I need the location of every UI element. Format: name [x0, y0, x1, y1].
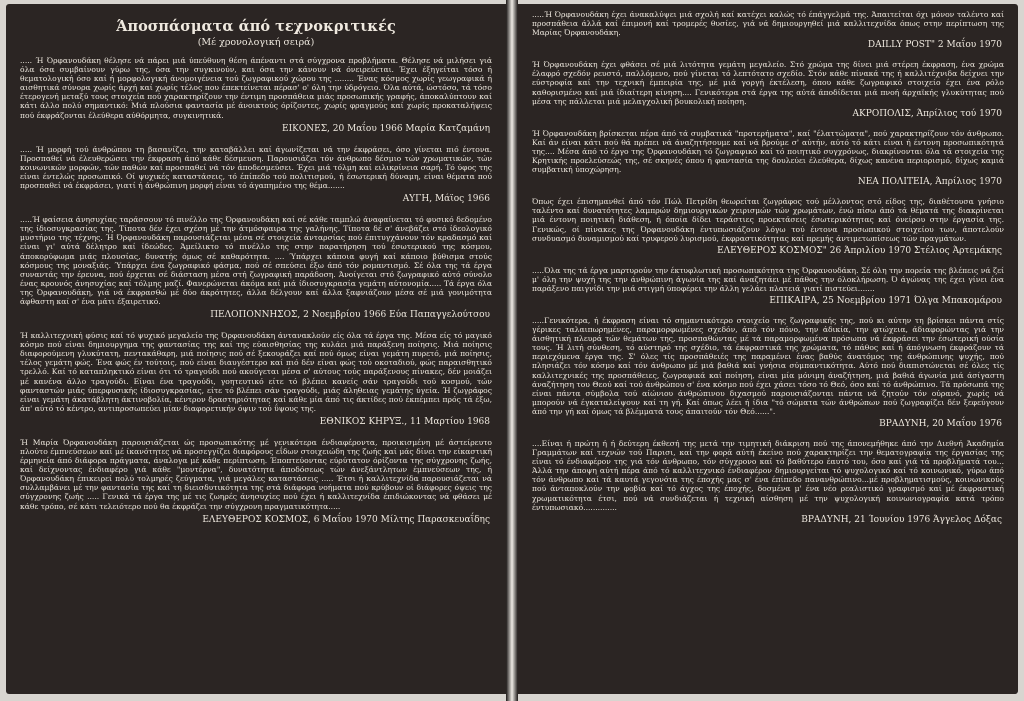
page-gutter: [506, 0, 518, 701]
excerpt-source: ΑΚΡΟΠΟΛΙΣ, Άπρίλιος τού 1970: [852, 108, 1002, 119]
left-page: [6, 4, 506, 694]
excerpt-text: Όπως έχει έπισημανθεί άπό τόν Πώλ Πετρίδη θεωρείται ζωγράφος τού μέλλοντος στό είδος της, διαθέτουσα γνήσιο ταλέντο καί δυνατότητες λαμπρών δημιουργικών χειρισμών τών χρωμάτων, ένώ πίσω άπό τά θέματά της διακρίνεται μιά έντονη ποιητική διάθεση, ή όποία δίδει τεράστιες προεκτάσεις έσωτερικότητας καί όνείρου στην έργασία της. Γενικώς, οί πίνακες της Όρφανουδάκη έντυπωσιάζουν λόγω τού έντονα προσωπικού στοιχείου των, άποτελούν συνδυασμό δυναμισμού καί τρυφερού λυρισμού, έκφραστικότητας καί πρεμής άντιμετωπίσεως τών πραγμάτων.: [532, 197, 1004, 243]
excerpt-source: ΒΡΑΔΥΝΗ, 20 Μαΐου 1976: [879, 419, 1002, 429]
excerpt-text: Ή Όρφανουδάκη έχει φθάσει σέ μιά λιτότητα γεμάτη μεγαλείο. Στό χρώμα της δίνει μιά στέρεη έκφραση, ένα χρώμα έλαφρό σχεδόν ρευστό, παλλόμενο, πού γίνεται τό λεπτότατο σχεδίο. Στόν κάθε πίνακά της ή καλλιτέχνιδα δείχνει την εύστροφία καί την τεχνική έμπειρία της, μέ μιά γοργή έκτέλεση, όπου κάθε ζωγραφικό στοιχείο έχει ένα ρόλο καθορισμένο καί μιά ίδιαίτερη κίνηση.... Γενικότερα στά έργα της αύτά άποδίδεται μιά πνοή άρχαϊκής γλυκύτητας πού μέσα της πάλλεται μιά μελαγχολική βουκολική ποίηση.: [532, 60, 1004, 106]
excerpt-text: .....Όλα της τά έργα μαρτυρούν την έκτυφλωτική προσωπικότητα της Όρφανουδάκη. Σέ όλη την πορεία της βλέπεις νά ζεί μ' όλη την ψυχή της την άνθρώπινη άγωνία της καί άναζητάει μέ πάθος την όλοκλήρωση. Ό άγώνας της έχει γίνει ένα παράξενο παιγνίδι την μιά στιγμή ύποφέρει την άλλη γελάει πλατειά γιατί πιστεύει.......: [532, 265, 1004, 293]
excerpt-source: ΕΙΚΟΝΕΣ, 20 Μαΐου 1966 Μαρία Κατζαμάνη: [282, 123, 490, 134]
excerpt-source: ΕΠΙΚΑΙΡΑ, 25 Νοεμβρίου 1971 Όλγα Μπακομάρου: [769, 295, 1002, 306]
excerpt-text: .....Ή Όρφανουδάκη έχει άνακαλύψει μιά σχολή καί κατέχει καλώς τό έπάγγελμά της. Άπαιτείται όχι μόνον ταλέντο καί προσπάθεια άλλά καί έπιμονή καί τρομερές θυσίες, γιά νά δημιουργηθεί μιά καλλιτεχνίδα όπως στην περίπτωση της Μαρίας Όρφανουδάκη.: [532, 10, 1004, 38]
excerpt-source: ΑΥΓΗ, Μάϊος 1966: [402, 194, 490, 205]
excerpt-text: Ή καλλιτεχνική φύσις καί τό ψυχικό μεγαλείο της Όρφανουδάκη άντανακλούν είς όλα τά έργα της. Μέσα είς τό μαγικό κόσμο πού είναι δημιουργημα της φαντασίας της καί της εύαισθησίας της κυλάει μιά παράξενη ποίησις. Μιά ποίησις διαφορούμενη γλυκύτατη, πεντακάθαρη, μιά ποίησις πού σέ ξεκουράζει καί πού όμως είναι γεμάτη πυρετό, μιά ποίησις, τέλος γεμάτη φώς. Ένα φώς έν τούτοις, πού είναι διαυγέστερο καί πιό δέν είναι φώς τού οκοταδιού, φώς παραισθητικό τρελλό. Καί τό καταπληκτικό είναι ότι τό τραγούδι πού ακούγεται μέσα σ' αύτους τούς παράξενους πίνακες, δέν μοιάζει μέ κανένα άλλο τραγούδι. Είναι ένα τραγούδι, γοητευτικό είτε τό βλέπει κανείς σάν τραγούδι τού κοσμού, τών φανταστών μιάς ύπερφυσικής ίδιοσυγκρασίας, είτε τό βλέπει σάν τραγούδι, μιάς άληθειας γεμάτης ύγεία. Ή ζωγράφος είναι γεμάτη άκατάβλητη άκτινοβολία, κέντρον δραστηριότητας καί κάθε μία άπό τις άκτίδες πού έκπέμπει πρός τά έξω, άπ' αύτό τό κέντρο, αντιπροσωπεύει μίαν διαφορετικήν όψιν τού ΰψους της.: [20, 331, 492, 413]
excerpt-text: .....Γενικότερα, ή έκφραση είναι τό σημαντικότερο στοιχείο της ζωγραφικής της, πού κι αύτην τη βρίσκει πάντα στίς γέρικες ταλαιπωρημένες, παραμορφωμένες σχεδόν, άπό τόν πόνο, την άδικία, την φτώχεια, άδιαφορώντας γιά την άισθητική πλευρά τών θεμάτων της, προσπαθώντας μέ τά παραμορφωμένα πρόσωπα νά έκφράσει την έσωτερική ούσία τους. Ή λιτή σύνθεση, τό αύστηρό της σχέδιο, τά έκφραστικά της χρώματα, τό πάθος καί ή άπόγνωση έκφράζουν τά περιεχόμενα έργα της. Σ' όλες τίς προσπάθειές της παραμένει ένας βαθύς άνατόμος της άνθρώπινης ψυχής, πού πλησιάζει τόν κόσμο καί τόν άνθρωπο μέ μιά βαθιά καί γνήσια σύμπαντικότητα. Αύτό πού διαπιστώνεται σέ όλες τίς καλλιτεχνικές της προσπάθειες, ζωγραφικά καί ποίηση, είναι μία μόνιμη άναζήτηση, μιά βαθιά άγωνία μιά άσίγαστη άναζήτηση του Θεού καί τού άνθρώπου σ' ένα κόσμο πού έχει χάσει τόσο τό Θεό, όσο καί τό άνθρώπινο. Τά πρόσωπά της είναι πάντα σύμβολα τού αίώνιου άνθρώπινου διχασμού παρουσιάζονται πάντα νά ζητούν τόν ούρανό, χωρίς νά μπορούν νά έγκαταλείψουν καί τη γή. Καί όπως λέει ή ίδια "τό σώματα τών άνθρώπων πού ζωγραφίζει δέν ξεφεύγουν άπό την γή καί όμως τά βλέμματά τους άπαιτούν τόν Θεό......".: [532, 315, 1004, 416]
excerpt-source: ΒΡΑΔΥΝΗ, 21 Ίουνίου 1976 Άγγελος Δόξας: [801, 514, 1002, 525]
page-subtitle: (Μέ χρονολογική σειρά): [197, 37, 315, 48]
excerpt-text: ..... Ή Όρφανουδάκη θέλησε νά πάρει μιά ύπεύθυνη θέση άπέναντι στά σύγχρονα προβλήματα. Θέλησε νά μιλήσει γιά όλα όσα συμβαίνουν γύρω της, όσα την συγκινούν, και όσα την κάνουν νά όνειρεύεται. Έχει έξηγείται τόσο ή θεματολογική όσο καί ή μορφολογική άνομοιγένεια τού ζωγραφικού χώρου της ........ Ένας κόσμος χωρίς γεωγραφικά ή αισθητικά σύνορα χωρίς άρχή καί χωρίς τέλος που έπεκτείνεται πέρασ' ο' όλη την ύδρόγειο. Όλα αύτά, ώστόσο, τά τόσο έτερογενή μεταξύ τους στοιχεία πού χαρακτηρίζουν την έντιμη προσπάθεια μιάς προσωπικής γραφής, άποκαλύπτουν καί κάτι άλλο πολύ σημαντικό: Μιά πλούσια φαντασία μέ άνοικτούς όρίζοντες, χωρίς φραγμούς καί χωρίς προκαταλήψεις πού έκφράζονται έλεύθερα αύθόρμητα, συγκινητικά.: [20, 56, 492, 120]
excerpt-text: ..... Ή μορφή τού άνθρώπου τη βασανίζει, την καταβάλλει καί άγωνίζεται νά την έκφράσει, όσο γίνεται πιό έντονα. Προσπαθεί νά έλευθερώσει την έκφραση άπό κάθε δέσμευση. Παρουσιάζει τόν άνθρωπο δέσμιο τών χρωματικών, τών κοινωνικών μορφών, τών παθών καί προσπαθεί νά τόν άποδεσμεύσει. Έχει μιά τόλμη καί ειλικρίνεια σαρή. Τό ύφος της είναι έντελώς προσωπικό. Οί ψυχικές καταστάσεις, τό έπίπεδο τού πολιτισμού, ή έσωτερική δύναμη, είναι θέματα πού προσπαθεί νά έκφράσει, γιατί ή άνθρώπινη μορφή είναι τό άγαπημένο της θέμα.......: [20, 144, 492, 191]
right-page: [518, 4, 1018, 694]
excerpt-source: ΕΛΕΥΘΕΡΟΣ ΚΟΣΜΟΣ, 6 Μαΐου 1970 Μίλτης Παρασκευαΐδης: [202, 514, 490, 525]
excerpt-text: .....Ή φαίσεια άνησυχίας ταράσσουν τό πινέλλο της Όρφανουδάκη καί σέ κάθε ταμπλώ άναφαίνεται τό φυσικό δεδομένο της ίδιοσυγκρασίας της. Τίποτα δέν έχει σχέση μέ την άτμόσφαιρα της γαλήνης. Τίποτα δέ σ' άνεβάζει στό ίδεολογικό μυστήριο της τέχνης. Ή Όρφανουδάκη παρουσιάζεται μέσα σέ στοιχεία άνταρσίας πού έπιτυγχάνουν τόν κραδασμό καί είναι γι' αύτά δέλητρο καί ίδεώδες. Άμείλικτο τό πινέλλο της στην παρατήρηση τού έσωτερικού της κόσμου, άποκορύφωμα μιάς πλουσίας, δυνατής όμως σέ καθαρότητα. .... Ύπάρχει κάποια φυγή καί κάποιο βύθισμα στούς κόσμους της μοναξιάς. Ύπάρχει ένα ζωγραφικό φάσμα, πού σέ σπεύσει έξω άπό τόν ρομαντισμό. Σέ όλα της τά έργα συναντάς την έρευνα, πού έρχεται σέ διάσταση μέσα στή ζωγραφική παράδοση. Άνοίγεται στό ζωγραφικό αύτό σύνολο ένας κρουνός άνησυχίας καί τόλμης μαζί. Φανερώνεται άκόμα καί μιά ίδιοσυγκρασία γεμάτη αύτονομία..... Τά έργα όλα της Όρφανουδάκη, γιά νά έκφρασθώ μέ δύο άκρότητες, άλλα δέλγουν καί άλλα ξαφνιάζουν μέσα σέ μιά γονιμότητα άφθαστη καί σ' ένα μάτι έξαιρετικό.: [20, 215, 492, 306]
excerpt-source: DAILLY POST" 2 Μαΐου 1970: [867, 40, 1002, 51]
excerpt-source: ΠΕΛΟΠΟΝΝΗΣΟΣ, 2 Νοεμβρίου 1966 Εύα Παπαγγελούτσου: [210, 310, 490, 321]
excerpt-text: Ή Μαρία Όρφανουδάκη παρουσιάζεται ώς προσωπικότης μέ γενικότερα ένδιαφέροντα, προικισμένη μέ άστείρευτο πλούτο έμπνεύσεων καί μέ ίκανότητες νά προσεγγίζει διαφόρους εΐδων στοιχειώδη της ζωής καί μάς δίνει την είκαστική έρμηνεία άπό διάφορα πράγματα, άναλογα μέ κάθε περίπτωση. Έποπτεύοντας εύρύτατον όρίζοντα της σύγχρονης ζωής, καί δείχνοντας ένδιαφέρο γιά κάθε "μοντέρνα", δυνατότητα άποδόσεως τών άνεξάντλητων έμπνεύσεων της, ή Όρφανουδάκη έπικειρεί πολύ τολμηρές ζεύγματα, γιά μεγάλες καταστάσεις ..... Έτσι ή καλλιτεχνίδα παρουσιάζεται νά συλλαμβάνει μέ την φαντασία της καί τη διεισδυτικότητα της στά διάφορα νοήματα πού κρύβουν οί διάφορες όψεις της σύγχρονης ζωής ..... Γενικά τά έργα της μέ τις ζωηρές άνησυχίες πού έχει ή καλλιτεχνίδα έπιδιώκοντας νά φθάσει μέ κάθε τρόπο, σέ κάτι τελειότερο πού θα έκφράζει την σύγχρονη πραγματικότητα.....: [20, 437, 492, 511]
excerpt-source: ΝΕΑ ΠΟΛΙΤΕΙΑ, Άπρίλιος 1970: [857, 177, 1002, 188]
excerpt-text: Ή Όρφανουδάκη βρίσκεται πέρα άπό τά συμβατικά "προτερήματα", καί "έλαττώματα", πού χαρακτηρίζουν τόν άνθρωπο. Καί άν είναι κάτι πού θά πρέπει νά άναζητήσουμε καί νά βρούμε σ' αύτήν, αύτό τό κάτι είναι ή έντονη προσωπικότητά της.... Μέσα άπό τό έργο της Όρφανουδάκη τό ζωγραφικό καί τό ποιητικό συγχρόνως, διακρίνονται όλα τά στοιχεία της Κρητικής προελεύσεώς της, σέ σκηνές όπου ή φαντασία της δουλεύει έλεύθερα, δίχως κανένα περιορισμό, δίχως καμιά συμβατική ύποχώρηση.: [532, 128, 1004, 175]
excerpt-source: ΕΛΕΥΘΕΡΟΣ ΚΟΣΜΟΣ" 26 Άπριλίου 1970 Στέλιος Άρτεμάκης: [717, 245, 1002, 256]
excerpt-source: ΕΘΝΙΚΟΣ ΚΗΡΥΞ., 11 Μαρτίου 1968: [319, 416, 490, 427]
page-title: Άποσπάσματα άπό τεχνοκριτικές: [116, 18, 396, 35]
excerpt-text: ....Είναι ή πρώτη ή ή δεύτερη έκθεσή της μετά την τιμητική διάκριση πού της άπονεμήθηκε άπό την Διεθνή Άκαδημία Γραμμάτων καί τεχνών τού Παρισι, καί την φορά αύτή έκείνο πού χαρακτηρίζει την θεματογραφία της έργασίας της είναι τό ένδιαφέρον της γιά τόν άνθρωπο, τόν σύγχρονο καί τό βαθύτερο έαυτό του, όσο καί γιά τά προβλήματά του... Άλλά την άποψη αύτή πέρα άπό τό καλλιτεχνικό ένδιαφέρον δημιουργείται τό ψυχολογικό καί τό κοινωνικό, γύρω άπό τόν άνθρωπο καί τά καυτά γεγονότα της έποχής μας σ' ένα έπίπεδο πανανθρώπινο...μέ προβληματισμούς, κοινωνικούς πού άνταποκλούν την φοβία καί τό άγχος της έποχής, δοσμένα μ' ένα νέο ρεαλιστικό γραφισμό καί μέ έκφραστική χρωματικότητα έτσι, πού νά συνδιάζεται ή τεχνική αίσθηση μέ την ψυχολογική κοινωνιογραφία κατά τρόπο έντυπωσιακό..............: [532, 439, 1004, 512]
